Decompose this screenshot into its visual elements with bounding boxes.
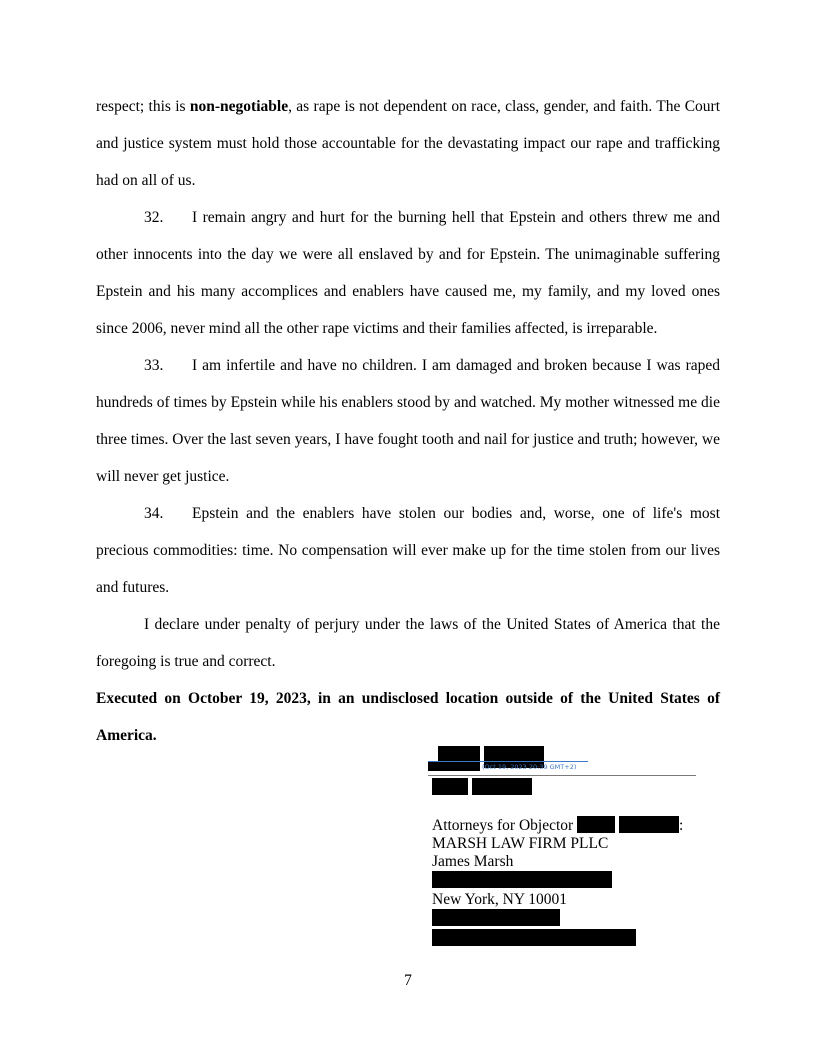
paragraph-number: 34. <box>144 505 164 522</box>
paragraph-32 <box>96 199 720 347</box>
esign-underline <box>428 761 588 762</box>
redacted-printed-first-name <box>432 778 468 795</box>
attorneys-for-colon: : <box>678 817 684 834</box>
attorneys-for-label: Attorneys for Objector <box>432 817 574 834</box>
redacted-email <box>432 929 636 946</box>
continuation-text-end: , as rape is not dependent on race, class, gender, and faith. The Court and justice system must hold those accountable for the devastating impact our rape and trafficking had on all of us. <box>96 98 720 189</box>
paragraph-text: Epstein and the enablers have stolen our bodies and, worse, one of life's most precious commodities: time. No compensation will ever make up for the time stolen from our lives and futures. <box>96 505 720 596</box>
redacted-objector-first <box>577 816 615 833</box>
paragraph-text: I remain angry and hurt for the burning hell that Epstein and others threw me and other innocents into the day we were all enslaved by and for Epstein. The unimaginable suffering Epstein and his many accomplices and enablers have caused me, my family, and my loved ones since 2006, never mind all the other rape victims and their families affected, is irreparable. <box>96 209 720 337</box>
paragraph-34 <box>96 495 720 606</box>
paragraph-number: 33. <box>144 357 164 374</box>
redacted-printed-last-name <box>472 778 532 795</box>
attorney-block <box>432 816 712 949</box>
redacted-address-line <box>432 871 712 891</box>
firm-name: MARSH LAW FIRM PLLC <box>432 835 609 852</box>
attorneys-for-line <box>432 816 712 835</box>
redacted-street-address <box>432 871 612 888</box>
declaration-paragraph: I declare under penalty of perjury under the laws of the United States of America that the foregoing is true and correct. <box>96 616 720 670</box>
city-line: New York, NY 10001 <box>432 891 568 908</box>
executed-statement: Executed on October 19, 2023, in an undisclosed location outside of the United States of America. <box>96 690 720 744</box>
attorney-name: James Marsh <box>432 853 514 870</box>
esign-timestamp: (Oct 19, 2023 20:39 GMT+2) <box>482 763 577 771</box>
continuation-paragraph <box>96 88 720 199</box>
body-text <box>96 88 720 754</box>
emphasis-non-negotiable: non-negotiable <box>189 98 289 115</box>
paragraph-text: I am infertile and have no children. I am damaged and broken because I was raped hundreds of times by Epstein while his enablers stood by and watched. My mother witnessed me die three times. Over the last seven years, I have fought tooth and nail for justice and truth; however, we will never get justice. <box>96 357 720 485</box>
redacted-phone-line <box>432 909 712 929</box>
signature-line <box>428 775 696 776</box>
continuation-text-start: respect; this is <box>96 98 190 115</box>
redacted-objector-last <box>619 816 679 833</box>
paragraph-33 <box>96 347 720 495</box>
paragraph-number: 32. <box>144 209 164 226</box>
redacted-signature-mark <box>428 762 452 771</box>
page-number: 7 <box>404 972 412 989</box>
redacted-phone <box>432 909 560 926</box>
redacted-email-line <box>432 929 712 949</box>
redacted-signature-mark-2 <box>450 762 480 771</box>
